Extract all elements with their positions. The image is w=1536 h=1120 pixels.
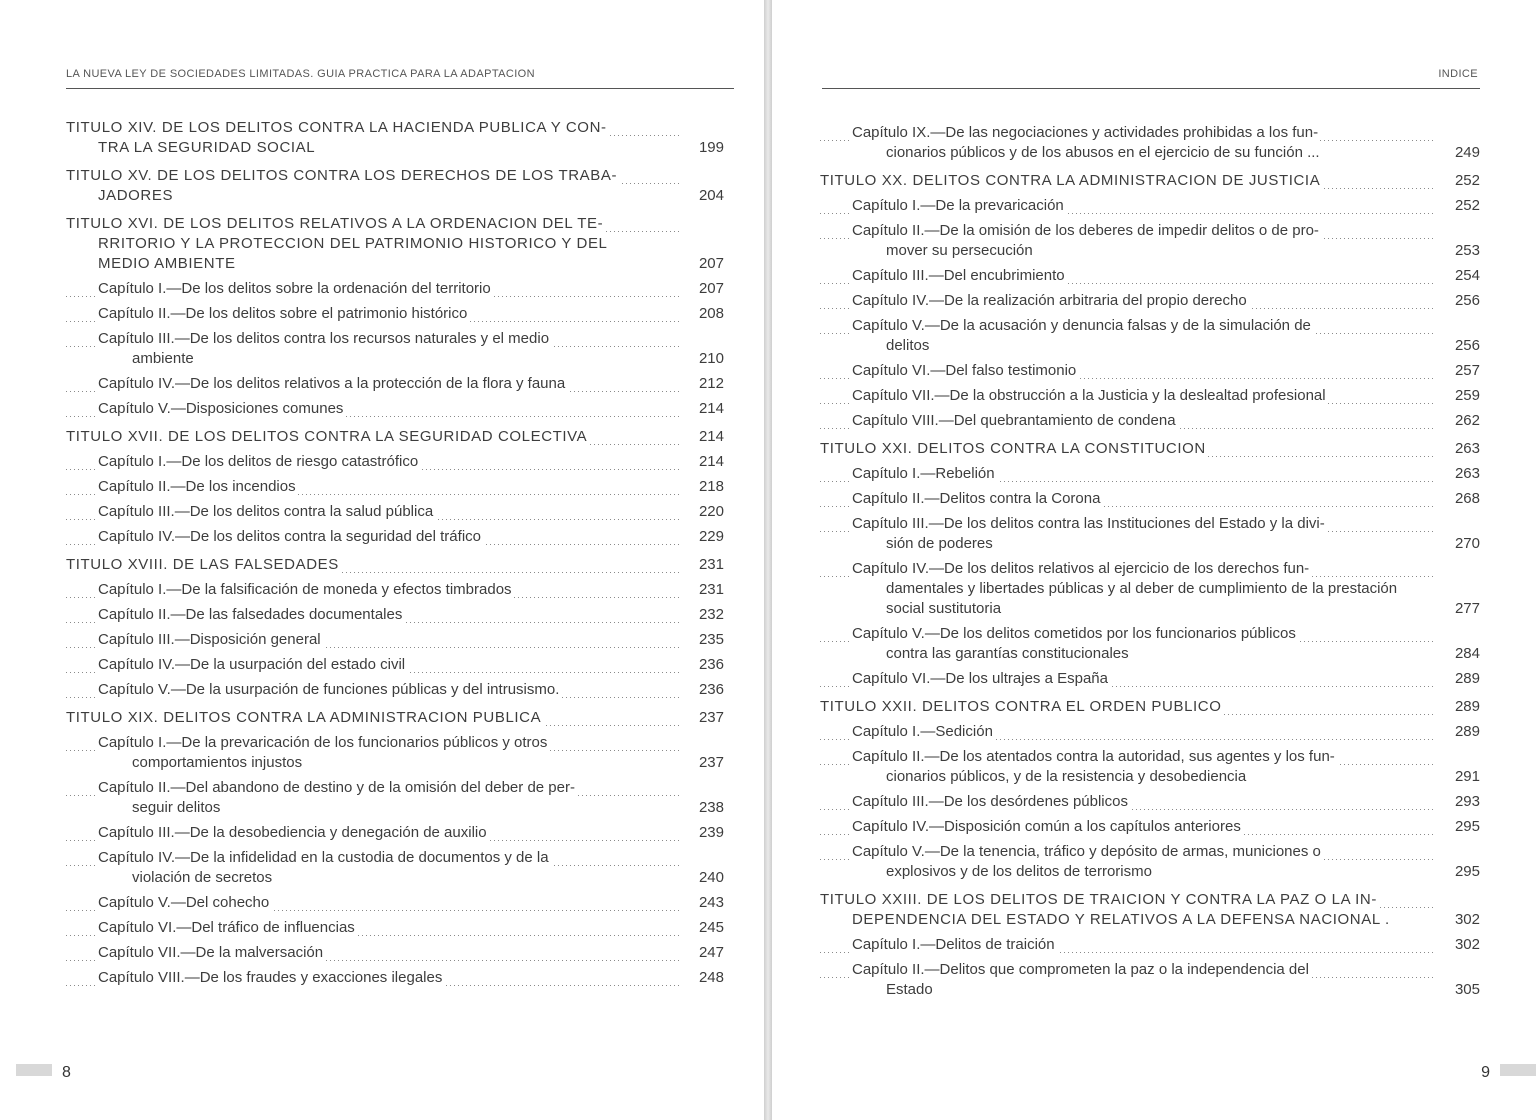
entry-continuation: DEPENDENCIA DEL ESTADO Y RELATIVOS A LA DEFENSA NACIONAL . — [820, 910, 1410, 930]
entry-page-number: 262 — [1454, 412, 1480, 429]
entry-page-number: 257 — [1454, 362, 1480, 379]
toc-chapter-entry — [66, 680, 724, 700]
toc-chapter-entry — [66, 374, 724, 394]
toc-chapter-entry — [820, 559, 1480, 619]
toc-chapter-entry — [66, 968, 724, 988]
entry-page-number: 214 — [698, 400, 724, 417]
entry-page-number: 214 — [698, 428, 724, 445]
entry-page-number: 237 — [698, 709, 724, 726]
entry-continuation: JADORES — [66, 186, 654, 206]
entry-heading: Capítulo V.—De la usurpación de funciones públicas y del intrusismo. — [98, 681, 560, 698]
entry-text — [66, 580, 680, 600]
entry-page-number: 249 — [1454, 144, 1480, 161]
entry-page-number: 284 — [1454, 645, 1480, 662]
entry-page-number: 237 — [698, 754, 724, 771]
entry-continuation: ambiente — [98, 349, 654, 369]
entry-page-number: 236 — [698, 681, 724, 698]
entry-text — [66, 893, 680, 913]
entry-text — [66, 502, 680, 522]
toc-chapter-entry — [66, 778, 724, 818]
entry-page-number: 248 — [698, 969, 724, 986]
entry-page-number: 295 — [1454, 863, 1480, 880]
entry-page-number: 240 — [698, 869, 724, 886]
entry-text — [66, 630, 680, 650]
entry-heading: Capítulo III.—De los delitos contra la salud pública — [98, 503, 434, 520]
toc-chapter-entry — [820, 514, 1480, 554]
entry-heading: Capítulo I.—Rebelión — [852, 465, 995, 482]
entry-text — [66, 918, 680, 938]
toc-chapter-entry — [820, 464, 1480, 484]
entry-heading: Capítulo IV.—De la realización arbitraria del propio derecho — [852, 292, 1247, 309]
toc-chapter-entry — [820, 266, 1480, 286]
entry-page-number: 254 — [1454, 267, 1480, 284]
entry-text — [66, 304, 680, 324]
entry-page-number: 243 — [698, 894, 724, 911]
entry-heading: Capítulo II.—De los delitos sobre el patrimonio histórico — [98, 305, 468, 322]
toc-chapter-entry — [66, 655, 724, 675]
toc-chapter-entry — [66, 943, 724, 963]
entry-page-number: 238 — [698, 799, 724, 816]
entry-text — [66, 166, 680, 206]
entry-heading: Capítulo VII.—De la obstrucción a la Justicia y la deslealtad profesional — [852, 387, 1326, 404]
entry-text — [66, 214, 680, 274]
entry-text — [66, 655, 680, 675]
entry-page-number: 236 — [698, 656, 724, 673]
right-page — [770, 0, 1536, 1120]
toc-title-entry — [820, 890, 1480, 930]
toc-chapter-entry — [66, 630, 724, 650]
entry-page-number: 289 — [1454, 698, 1480, 715]
running-head: LA NUEVA LEY DE SOCIEDADES LIMITADAS. GUIA PRACTICA PARA LA ADAPTACION — [66, 68, 535, 80]
entry-text — [820, 439, 1436, 459]
entry-text — [820, 935, 1436, 955]
entry-continuation: mover su persecución — [852, 241, 1410, 261]
entry-heading: Capítulo IV.—De los delitos contra la seguridad del tráfico — [98, 528, 481, 545]
entry-text — [66, 427, 680, 447]
entry-text — [820, 221, 1436, 261]
entry-heading: Capítulo III.—De los delitos contra los recursos naturales y el medio — [98, 330, 550, 347]
entry-page-number: 214 — [698, 453, 724, 470]
entry-heading: Capítulo IX.—De las negociaciones y actividades prohibidas a los fun- — [852, 124, 1319, 141]
page-edge-mark — [16, 1064, 52, 1076]
entry-heading: Capítulo I.—De la prevaricación de los funcionarios públicos y otros — [98, 734, 548, 751]
entry-heading: Capítulo IV.—De los delitos relativos al ejercicio de los derechos fun- — [852, 560, 1310, 577]
entry-text — [66, 778, 680, 818]
entry-heading: Capítulo VIII.—Del quebrantamiento de condena — [852, 412, 1176, 429]
entry-page-number: 218 — [698, 478, 724, 495]
entry-text — [820, 514, 1436, 554]
entry-text — [820, 266, 1436, 286]
toc-chapter-entry — [820, 123, 1480, 163]
entry-text — [66, 399, 680, 419]
entry-heading: Capítulo I.—De la falsificación de moneda y efectos timbrados — [98, 581, 512, 598]
toc-chapter-entry — [820, 221, 1480, 261]
entry-heading: Capítulo III.—De la desobediencia y denegación de auxilio — [98, 824, 487, 841]
toc-chapter-entry — [820, 411, 1480, 431]
entry-page-number: 231 — [698, 581, 724, 598]
toc-title-entry — [66, 166, 724, 206]
entry-heading: Capítulo III.—De los delitos contra las Instituciones del Estado y la divi- — [852, 515, 1325, 532]
entry-text — [820, 316, 1436, 356]
entry-text — [820, 842, 1436, 882]
entry-heading: TITULO XV. DE LOS DELITOS CONTRA LOS DERECHOS DE LOS TRABA- — [66, 167, 618, 184]
entry-heading: Capítulo V.—De los delitos cometidos por los funcionarios públicos — [852, 625, 1296, 642]
entry-continuation: Estado — [852, 980, 1410, 1000]
entry-heading: Capítulo II.—Del abandono de destino y de la omisión del deber de per- — [98, 779, 575, 796]
entry-page-number: 277 — [1454, 600, 1480, 617]
toc-title-entry — [820, 171, 1480, 191]
entry-text — [66, 374, 680, 394]
entry-continuation: cionarios públicos, y de la resistencia y desobediencia — [852, 767, 1410, 787]
entry-text — [66, 279, 680, 299]
entry-page-number: 293 — [1454, 793, 1480, 810]
toc-chapter-entry — [66, 329, 724, 369]
entry-heading: TITULO XXI. DELITOS CONTRA LA CONSTITUCION — [820, 440, 1206, 457]
entry-page-number: 256 — [1454, 292, 1480, 309]
table-of-contents — [820, 118, 1480, 1000]
toc-chapter-entry — [820, 669, 1480, 689]
entry-continuation: explosivos y de los delitos de terrorismo — [852, 862, 1410, 882]
toc-chapter-entry — [820, 842, 1480, 882]
entry-page-number: 289 — [1454, 723, 1480, 740]
entry-page-number: 256 — [1454, 337, 1480, 354]
entry-heading: Capítulo III.—Del encubrimiento — [852, 267, 1065, 284]
entry-heading: Capítulo I.—De los delitos de riesgo catastrófico — [98, 453, 419, 470]
entry-heading: Capítulo VI.—Del falso testimonio — [852, 362, 1077, 379]
entry-heading: Capítulo II.—De los incendios — [98, 478, 296, 495]
entry-text — [66, 555, 680, 575]
entry-heading: TITULO XVIII. DE LAS FALSEDADES — [66, 556, 339, 573]
toc-chapter-entry — [820, 196, 1480, 216]
entry-page-number: 212 — [698, 375, 724, 392]
entry-text — [820, 792, 1436, 812]
entry-heading: Capítulo I.—De la prevaricación — [852, 197, 1064, 214]
entry-page-number: 207 — [698, 255, 724, 272]
entry-text — [820, 196, 1436, 216]
entry-heading: Capítulo IV.—De los delitos relativos a la protección de la flora y fauna — [98, 375, 566, 392]
entry-heading: Capítulo VI.—Del tráfico de influencias — [98, 919, 355, 936]
entry-page-number: 302 — [1454, 936, 1480, 953]
entry-text — [66, 329, 680, 369]
entry-page-number: 220 — [698, 503, 724, 520]
entry-text — [820, 361, 1436, 381]
entry-heading: Capítulo I.—De los delitos sobre la ordenación del territorio — [98, 280, 491, 297]
toc-chapter-entry — [66, 733, 724, 773]
entry-heading: Capítulo V.—Del cohecho — [98, 894, 270, 911]
entry-continuation: sión de poderes — [852, 534, 1410, 554]
entry-page-number: 263 — [1454, 440, 1480, 457]
entry-text — [820, 489, 1436, 509]
toc-chapter-entry — [66, 477, 724, 497]
entry-heading: Capítulo V.—De la tenencia, tráfico y depósito de armas, municiones o — [852, 843, 1321, 860]
page-number: 8 — [62, 1064, 71, 1081]
toc-title-entry — [66, 118, 724, 158]
entry-heading: TITULO XVI. DE LOS DELITOS RELATIVOS A LA ORDENACION DEL TE- — [66, 215, 604, 232]
entry-heading: Capítulo IV.—De la infidelidad en la custodia de documentos y de la — [98, 849, 549, 866]
header-rule — [822, 88, 1480, 89]
toc-chapter-entry — [820, 489, 1480, 509]
entry-text — [66, 477, 680, 497]
entry-heading: TITULO XVII. DE LOS DELITOS CONTRA LA SEGURIDAD COLECTIVA — [66, 428, 588, 445]
entry-text — [66, 943, 680, 963]
entry-text — [820, 171, 1436, 191]
entry-text — [66, 118, 680, 158]
entry-continuation: comportamientos injustos — [98, 753, 654, 773]
entry-page-number: 252 — [1454, 172, 1480, 189]
entry-heading: Capítulo II.—De las falsedades documentales — [98, 606, 403, 623]
table-of-contents — [66, 118, 724, 988]
toc-chapter-entry — [820, 624, 1480, 664]
entry-text — [66, 823, 680, 843]
toc-chapter-entry — [820, 960, 1480, 1000]
entry-text — [66, 708, 680, 728]
entry-text — [820, 291, 1436, 311]
toc-chapter-entry — [820, 316, 1480, 356]
entry-page-number: 289 — [1454, 670, 1480, 687]
entry-heading: Capítulo V.—Disposiciones comunes — [98, 400, 344, 417]
entry-page-number: 291 — [1454, 768, 1480, 785]
entry-text — [820, 559, 1436, 619]
entry-page-number: 252 — [1454, 197, 1480, 214]
toc-title-entry — [66, 427, 724, 447]
entry-heading: Capítulo II.—De los atentados contra la autoridad, sus agentes y los fun- — [852, 748, 1335, 765]
entry-heading: Capítulo II.—Delitos contra la Corona — [852, 490, 1101, 507]
page-edge-mark — [1500, 1064, 1536, 1076]
entry-continuation: contra las garantías constitucionales — [852, 644, 1410, 664]
toc-chapter-entry — [820, 361, 1480, 381]
entry-heading: Capítulo I.—Delitos de traición — [852, 936, 1055, 953]
toc-chapter-entry — [820, 747, 1480, 787]
entry-heading: Capítulo II.—Delitos que comprometen la paz o la independencia del — [852, 961, 1309, 978]
entry-heading: Capítulo II.—De la omisión de los deberes de impedir delitos o de pro- — [852, 222, 1319, 239]
entry-page-number: 231 — [698, 556, 724, 573]
entry-page-number: 253 — [1454, 242, 1480, 259]
entry-text — [820, 411, 1436, 431]
entry-page-number: 232 — [698, 606, 724, 623]
toc-title-entry — [66, 214, 724, 274]
toc-chapter-entry — [66, 279, 724, 299]
entry-text — [820, 747, 1436, 787]
entry-heading: Capítulo V.—De la acusación y denuncia falsas y de la simulación de — [852, 317, 1311, 334]
entry-text — [820, 697, 1436, 717]
entry-page-number: 268 — [1454, 490, 1480, 507]
toc-chapter-entry — [66, 399, 724, 419]
toc-chapter-entry — [66, 527, 724, 547]
entry-text — [820, 890, 1436, 930]
toc-chapter-entry — [66, 502, 724, 522]
entry-page-number: 208 — [698, 305, 724, 322]
entry-heading: Capítulo IV.—De la usurpación del estado civil — [98, 656, 406, 673]
page-number: 9 — [1481, 1064, 1490, 1081]
toc-chapter-entry — [66, 452, 724, 472]
toc-title-entry — [66, 555, 724, 575]
entry-page-number: 199 — [698, 139, 724, 156]
entry-page-number: 207 — [698, 280, 724, 297]
toc-chapter-entry — [820, 291, 1480, 311]
toc-chapter-entry — [820, 817, 1480, 837]
entry-text — [66, 527, 680, 547]
toc-title-entry — [66, 708, 724, 728]
entry-heading: Capítulo III.—Disposición general — [98, 631, 321, 648]
entry-text — [66, 680, 680, 700]
entry-text — [820, 817, 1436, 837]
entry-text — [820, 464, 1436, 484]
toc-chapter-entry — [66, 823, 724, 843]
toc-chapter-entry — [66, 580, 724, 600]
entry-page-number: 235 — [698, 631, 724, 648]
entry-page-number: 305 — [1454, 981, 1480, 998]
toc-chapter-entry — [820, 386, 1480, 406]
left-page — [0, 0, 766, 1120]
entry-continuation: TRA LA SEGURIDAD SOCIAL — [66, 138, 654, 158]
entry-heading: Capítulo IV.—Disposición común a los capítulos anteriores — [852, 818, 1241, 835]
entry-heading: TITULO XXIII. DE LOS DELITOS DE TRAICION Y CONTRA LA PAZ O LA IN- — [820, 891, 1377, 908]
entry-heading: Capítulo I.—Sedición — [852, 723, 993, 740]
entry-continuation: seguir delitos — [98, 798, 654, 818]
entry-text — [820, 624, 1436, 664]
entry-page-number: 247 — [698, 944, 724, 961]
entry-heading: Capítulo VIII.—De los fraudes y exacciones ilegales — [98, 969, 443, 986]
entry-text — [66, 848, 680, 888]
toc-title-entry — [820, 439, 1480, 459]
entry-heading: TITULO XX. DELITOS CONTRA LA ADMINISTRACION DE JUSTICIA — [820, 172, 1321, 189]
header-rule — [66, 88, 734, 89]
entry-heading: Capítulo III.—De los desórdenes públicos — [852, 793, 1128, 810]
toc-chapter-entry — [820, 792, 1480, 812]
entry-page-number: 239 — [698, 824, 724, 841]
entry-continuation: RRITORIO Y LA PROTECCION DEL PATRIMONIO HISTORICO Y DEL MEDIO AMBIENTE — [66, 234, 654, 274]
entry-page-number: 259 — [1454, 387, 1480, 404]
entry-heading: Capítulo VII.—De la malversación — [98, 944, 324, 961]
toc-title-entry — [820, 697, 1480, 717]
entry-text — [820, 722, 1436, 742]
entry-text — [820, 123, 1436, 163]
toc-chapter-entry — [820, 722, 1480, 742]
entry-heading: TITULO XIX. DELITOS CONTRA LA ADMINISTRACION PUBLICA — [66, 709, 542, 726]
entry-page-number: 210 — [698, 350, 724, 367]
entry-heading: TITULO XXII. DELITOS CONTRA EL ORDEN PUBLICO — [820, 698, 1222, 715]
entry-page-number: 270 — [1454, 535, 1480, 552]
entry-page-number: 263 — [1454, 465, 1480, 482]
toc-chapter-entry — [66, 893, 724, 913]
entry-heading: Capítulo VI.—De los ultrajes a España — [852, 670, 1108, 687]
entry-text — [820, 386, 1436, 406]
entry-heading: TITULO XIV. DE LOS DELITOS CONTRA LA HACIENDA PUBLICA Y CON- — [66, 119, 607, 136]
entry-page-number: 204 — [698, 187, 724, 204]
entry-continuation: damentales y libertades públicas y al deber de cumplimiento de la prestación social sustitutoria — [852, 579, 1410, 619]
entry-page-number: 295 — [1454, 818, 1480, 835]
entry-text — [66, 968, 680, 988]
entry-page-number: 245 — [698, 919, 724, 936]
entry-text — [820, 669, 1436, 689]
entry-text — [820, 960, 1436, 1000]
entry-continuation: violación de secretos — [98, 868, 654, 888]
toc-chapter-entry — [66, 304, 724, 324]
entry-text — [66, 733, 680, 773]
entry-continuation: delitos — [852, 336, 1410, 356]
toc-chapter-entry — [66, 605, 724, 625]
running-head: INDICE — [1438, 68, 1478, 80]
entry-text — [66, 605, 680, 625]
entry-page-number: 229 — [698, 528, 724, 545]
toc-chapter-entry — [66, 848, 724, 888]
entry-text — [66, 452, 680, 472]
entry-page-number: 302 — [1454, 911, 1480, 928]
toc-chapter-entry — [66, 918, 724, 938]
entry-continuation: cionarios públicos y de los abusos en el ejercicio de su función ... — [852, 143, 1410, 163]
toc-chapter-entry — [820, 935, 1480, 955]
